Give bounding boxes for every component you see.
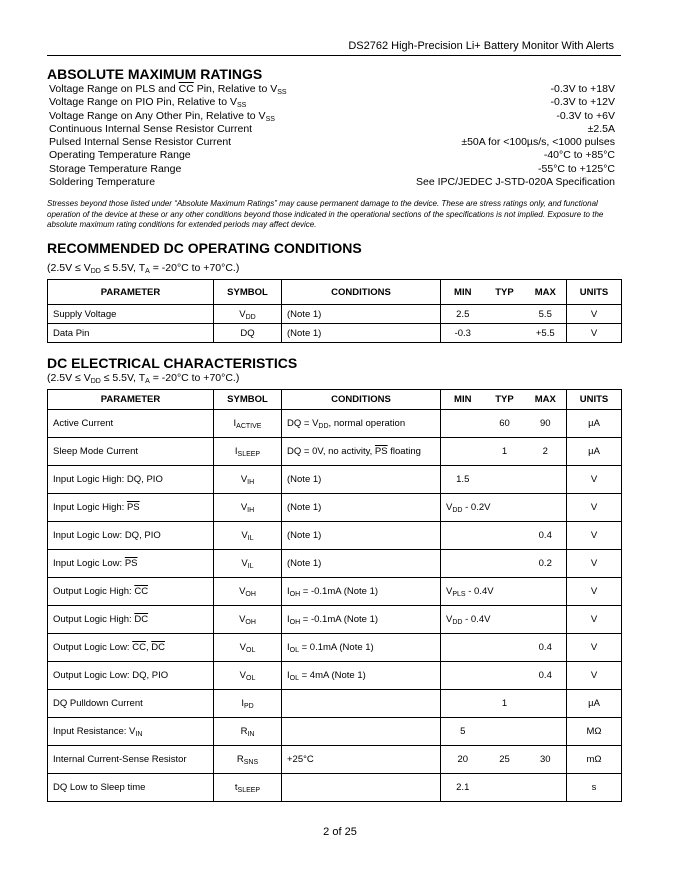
parameter-text: Input Logic High: (53, 502, 127, 513)
conditions-text: = 4mA (Note 1) (298, 670, 366, 681)
symbol-subscript: DD (245, 313, 256, 321)
amr-label-subscript: SS (236, 102, 247, 110)
cell-parameter (48, 606, 214, 634)
conditions-text: = -0.1mA (Note 1) (300, 614, 379, 625)
cell-units: V (567, 606, 622, 634)
symbol-main: I (234, 446, 238, 457)
min-text: - 0.4V (465, 586, 494, 597)
cell-conditions (282, 494, 441, 522)
symbol-subscript: IH (247, 507, 255, 514)
cell-min (441, 578, 494, 606)
cell-min (441, 690, 485, 718)
cell-min (441, 662, 485, 690)
rdc-conditions: ($2.5V \le V_{DD} \le 5.5V$, $T_A = -20^\circ C$ to +70°C.) (47, 262, 240, 275)
cell-symbol (214, 466, 282, 494)
amr-row (47, 96, 615, 109)
symbol-main: DQ (240, 327, 255, 339)
cell-max: 0.4 (525, 522, 567, 550)
col-header-typ: TYP (485, 390, 525, 410)
min-subscript: PLS (452, 591, 466, 598)
conditions-subscript: OL (289, 675, 299, 682)
amr-row (47, 110, 615, 123)
amr-label-text: Pulsed Internal Sense Resistor Current (49, 136, 232, 149)
cell-units: V (567, 324, 622, 343)
cell-symbol (214, 746, 282, 774)
col-header-units: UNITS (567, 280, 622, 305)
cell-typ (485, 634, 525, 662)
conditions-text: = 0.1mA (Note 1) (298, 642, 374, 653)
parameter-text: Internal Current-Sense Resistor (53, 754, 187, 765)
parameter-overbar: $\overline{DC}$ (151, 642, 165, 653)
symbol-main: V (240, 474, 248, 485)
cell-units: V (567, 522, 622, 550)
cell-units: V (567, 634, 622, 662)
conditions-text: I (287, 586, 290, 597)
amr-label-text: Voltage Range on PIO Pin, Relative to V (49, 96, 237, 109)
table-row (48, 305, 622, 324)
symbol-main: V (239, 614, 246, 625)
col-header-parameter: PARAMETER (48, 280, 214, 305)
amr-label-subscript: SS (277, 89, 287, 96)
parameter-overbar: $\overline{PS}$ (126, 502, 140, 513)
amr-label (47, 176, 155, 189)
col-header-min: MIN (441, 280, 485, 305)
cell-units: µA (567, 410, 622, 438)
conditions-subscript: OH (289, 591, 301, 598)
table-row (48, 550, 622, 578)
dce-conditions: ($2.5V \le V_{DD} \le 5.5V$, $T_A = -20^\circ C$ to +70°C.) (47, 372, 240, 385)
parameter-text: Input Logic Low: (53, 558, 125, 569)
amr-label-text: Soldering Temperature (49, 176, 156, 189)
amr-label (47, 110, 275, 123)
conditions-text: (Note 1) (287, 474, 322, 485)
conditions-text: (Note 1) (287, 530, 322, 541)
cell-min: 5 (441, 718, 485, 746)
parameter-text: Input Resistance: V (53, 726, 136, 737)
cell-symbol (214, 522, 282, 550)
parameter-text: Output Logic High: (53, 586, 135, 597)
symbol-main: V (241, 530, 248, 541)
conditions-text: , normal operation (328, 418, 406, 429)
min-subscript: DD (452, 619, 463, 626)
cell-parameter (48, 466, 214, 494)
symbol-main: t (234, 782, 238, 793)
table-row (48, 774, 622, 802)
cell-max: 0.4 (525, 662, 567, 690)
cell-typ (485, 522, 525, 550)
amr-label (47, 96, 246, 109)
amr-row (47, 176, 615, 189)
table-row (48, 606, 622, 634)
symbol-main: R (240, 726, 248, 737)
cell-conditions (282, 550, 441, 578)
table-row (48, 718, 622, 746)
cell-typ (485, 718, 525, 746)
symbol-main: I (241, 698, 244, 709)
amr-value: ±2.5A (587, 122, 615, 135)
cell-min: 20 (441, 746, 485, 774)
cell-conditions: (Note 1) (282, 305, 441, 324)
cell-units: V (567, 305, 622, 324)
conditions-text: (Note 1) (287, 502, 322, 513)
cell-symbol (214, 718, 282, 746)
page-number: 2 of 25 (323, 826, 357, 838)
cell-symbol (214, 606, 282, 634)
min-text: V (446, 614, 453, 625)
amr-label (47, 83, 287, 96)
cell-max: 30 (525, 746, 567, 774)
cell-parameter: Supply Voltage (48, 305, 214, 324)
cell-conditions (282, 634, 441, 662)
table-row (48, 410, 622, 438)
header-divider (47, 55, 621, 56)
cell-parameter (48, 522, 214, 550)
amr-label (47, 123, 252, 136)
table-row (48, 466, 622, 494)
amr-label-subscript: SS (265, 115, 275, 123)
symbol-main: V (239, 642, 246, 653)
amr-label-text: Pin, Relative to V (193, 83, 278, 95)
cell-min: 2.1 (441, 774, 485, 802)
col-header-units: UNITS (567, 390, 622, 410)
col-header-min: MIN (441, 390, 485, 410)
conditions-text: (Note 1) (287, 558, 322, 569)
cell-units: µA (567, 690, 622, 718)
cell-units: V (567, 662, 622, 690)
cell-min (441, 550, 485, 578)
parameter-text: DQ Pulldown Current (53, 698, 143, 709)
symbol-subscript: ACTIVE (236, 423, 262, 430)
cell-conditions: (Note 1) (282, 324, 441, 343)
cell-typ (485, 494, 525, 522)
cell-max (525, 606, 567, 634)
cell-min: 1.5 (441, 466, 485, 494)
table-row (48, 690, 622, 718)
amr-row (47, 163, 615, 176)
table-row (48, 634, 622, 662)
conditions-text: I (287, 642, 290, 653)
conditions-text: I (287, 614, 290, 625)
cell-typ (485, 305, 525, 324)
cell-typ (485, 466, 525, 494)
symbol-subscript: SLEEP (237, 451, 261, 458)
parameter-text: Sleep Mode Current (53, 446, 139, 457)
amr-section-title: ABSOLUTE MAXIMUM RATINGS (47, 66, 263, 82)
conditions-text: +25°C (287, 754, 314, 765)
conditions-subscript: DD (318, 423, 329, 430)
min-text: V (446, 586, 453, 597)
cell-parameter (48, 690, 214, 718)
table-row (48, 746, 622, 774)
amr-row (47, 136, 615, 149)
conditions-subscript: OL (289, 647, 299, 654)
cell-typ (485, 550, 525, 578)
cell-max: 90 (525, 410, 567, 438)
cell-conditions (282, 410, 441, 438)
cell-conditions (282, 578, 441, 606)
cell-typ (485, 662, 525, 690)
cell-typ: 60 (485, 410, 525, 438)
parameter-overbar: $\overline{DC}$ (134, 614, 149, 625)
symbol-main: V (239, 670, 246, 681)
cell-parameter (48, 494, 214, 522)
symbol-subscript: IL (247, 535, 254, 542)
conditions-text: DQ = 0V, no activity, (287, 446, 375, 457)
cell-conditions (282, 522, 441, 550)
cell-symbol (214, 634, 282, 662)
amr-row (47, 149, 615, 162)
amr-value: -55°C to +125°C (538, 162, 615, 175)
cell-units: s (567, 774, 622, 802)
cell-max: 5.5 (525, 305, 567, 324)
col-header-max: MAX (525, 280, 567, 305)
amr-label-text: Voltage Range on Any Other Pin, Relative to V (49, 109, 266, 122)
cell-max: 0.4 (525, 634, 567, 662)
amr-label (47, 149, 191, 162)
document-header-title: DS2762 High-Precision Li+ Battery Monitor With Alerts (348, 40, 614, 52)
amr-label (47, 136, 231, 149)
cell-max (525, 466, 567, 494)
col-header-parameter: PARAMETER (48, 390, 214, 410)
cell-min (441, 522, 485, 550)
cell-symbol (214, 578, 282, 606)
rdc-header-row (48, 280, 622, 305)
amr-value: See IPC/JEDEC J-STD-020A Specification (416, 176, 615, 189)
col-header-conditions: CONDITIONS (282, 390, 441, 410)
amr-label-text: Operating Temperature Range (49, 149, 191, 162)
cell-symbol (214, 324, 282, 343)
symbol-main: V (239, 586, 246, 597)
parameter-text: Output Logic High: (53, 614, 135, 625)
cell-symbol (214, 774, 282, 802)
cell-units: V (567, 466, 622, 494)
cell-min (441, 438, 485, 466)
cell-parameter (48, 438, 214, 466)
cell-max (525, 494, 567, 522)
cell-max (525, 690, 567, 718)
symbol-subscript: OL (246, 675, 256, 682)
parameter-text: Input Logic High: DQ, PIO (53, 474, 163, 485)
cell-min (441, 494, 491, 522)
symbol-subscript: IL (247, 563, 254, 570)
table-row (48, 494, 622, 522)
cell-parameter (48, 410, 214, 438)
amr-label-text: Continuous Internal Sense Resistor Current (49, 122, 253, 135)
amr-value: -0.3V to +18V (550, 83, 615, 95)
amr-row (47, 83, 615, 96)
cell-parameter (48, 746, 214, 774)
cell-units: V (567, 550, 622, 578)
col-header-symbol: SYMBOL (214, 390, 282, 410)
cell-symbol (214, 494, 282, 522)
cell-typ (485, 774, 525, 802)
symbol-subscript: SLEEP (237, 787, 261, 794)
cell-conditions (282, 438, 441, 466)
col-header-typ: TYP (485, 280, 525, 305)
min-text: V (446, 502, 453, 513)
amr-label-text: Voltage Range on PLS and (49, 83, 179, 95)
cell-units: µA (567, 438, 622, 466)
table-row (48, 578, 622, 606)
cell-conditions (282, 774, 441, 802)
parameter-text: , (145, 642, 152, 653)
cell-max: 2 (525, 438, 567, 466)
cell-parameter (48, 662, 214, 690)
cell-max: 0.2 (525, 550, 567, 578)
cell-symbol (214, 550, 282, 578)
cell-max (525, 578, 567, 606)
cell-max (525, 774, 567, 802)
cell-max: +5.5 (525, 324, 567, 343)
conditions-text: DQ = V (287, 418, 319, 429)
cell-parameter (48, 634, 214, 662)
cell-symbol (214, 662, 282, 690)
min-text: - 0.2V (462, 502, 491, 513)
parameter-text: Output Logic Low: DQ, PIO (53, 670, 169, 681)
parameter-overbar: $\overline{CC}$ (134, 586, 149, 597)
col-header-symbol: SYMBOL (214, 280, 282, 305)
cell-conditions (282, 662, 441, 690)
cell-max (525, 718, 567, 746)
cell-conditions (282, 606, 441, 634)
symbol-subscript: OH (245, 619, 256, 626)
parameter-text: Input Logic Low: DQ, PIO (53, 530, 161, 541)
parameter-overbar: $\overline{PS}$ (124, 558, 138, 569)
min-subscript: DD (452, 507, 463, 514)
table-row (48, 324, 622, 343)
cell-symbol (214, 438, 282, 466)
cell-conditions (282, 718, 441, 746)
amr-label-text: Storage Temperature Range (49, 162, 182, 175)
symbol-main: I (233, 418, 237, 429)
cell-parameter (48, 578, 214, 606)
conditions-text: I (287, 670, 290, 681)
cell-parameter (48, 774, 214, 802)
amr-list (47, 83, 615, 189)
parameter-text: DQ Low to Sleep time (53, 782, 146, 793)
dce-table (47, 389, 622, 802)
cell-conditions (282, 746, 441, 774)
cell-conditions (282, 690, 441, 718)
symbol-subscript: SNS (243, 759, 259, 766)
cell-typ: 1 (485, 438, 525, 466)
conditions-text: = -0.1mA (Note 1) (300, 586, 379, 597)
conditions-subscript: OH (289, 619, 301, 626)
table-row (48, 438, 622, 466)
cell-parameter (48, 718, 214, 746)
table-row (48, 522, 622, 550)
cell-min (441, 606, 491, 634)
cell-parameter: Data Pin (48, 324, 214, 343)
min-text: - 0.4V (462, 614, 491, 625)
cell-typ (485, 324, 525, 343)
dce-section-title: DC ELECTRICAL CHARACTERISTICS (47, 355, 298, 371)
amr-label (47, 163, 181, 176)
col-header-conditions: CONDITIONS (282, 280, 441, 305)
cell-symbol (214, 690, 282, 718)
dce-header-row (48, 390, 622, 410)
cell-symbol (214, 305, 282, 324)
conditions-text: floating (387, 446, 421, 457)
cell-min (441, 634, 485, 662)
cell-units: MΩ (567, 718, 622, 746)
parameter-text: Active Current (53, 418, 114, 429)
cell-units: mΩ (567, 746, 622, 774)
cell-min (441, 410, 485, 438)
cell-units: V (567, 494, 622, 522)
amr-stress-note: Stresses beyond those listed under “Absolute Maximum Ratings” may cause permanent damage to the device. These are stress ratings only, and functional operation of the device at these or any other conditions beyond those indicated in the operational sections of the specifications is not implied. Exposure to the absolute maximum rating conditions for extended periods may affect device. (47, 199, 604, 230)
cell-min: 2.5 (441, 305, 485, 324)
symbol-subscript: OH (245, 591, 256, 598)
amr-label-overbar: $\overline{CC}$ (178, 83, 194, 95)
amr-value: -0.3V to +12V (550, 96, 615, 109)
symbol-main: V (240, 502, 248, 513)
symbol-subscript: IH (247, 479, 255, 486)
cell-parameter (48, 550, 214, 578)
amr-value: -0.3V to +6V (556, 109, 615, 122)
amr-value: -40°C to +85°C (543, 149, 615, 162)
cell-typ: 1 (485, 690, 525, 718)
cell-typ (485, 606, 525, 634)
symbol-subscript: PD (243, 703, 254, 710)
col-header-max: MAX (525, 390, 567, 410)
symbol-main: R (236, 754, 244, 765)
symbol-subscript: OL (246, 647, 256, 654)
symbol-main: V (241, 558, 248, 569)
table-row (48, 662, 622, 690)
cell-typ: 25 (485, 746, 525, 774)
parameter-text: Output Logic Low: (53, 642, 133, 653)
parameter-subscript: IN (135, 731, 143, 738)
symbol-subscript: IN (247, 731, 255, 738)
cell-units: V (567, 578, 622, 606)
cell-min: -0.3 (441, 324, 485, 343)
cell-conditions (282, 466, 441, 494)
symbol-main: V (239, 308, 246, 320)
rdc-section-title: RECOMMENDED DC OPERATING CONDITIONS (47, 240, 362, 256)
conditions-overbar: $\overline{PS}$ (374, 446, 388, 457)
amr-row (47, 123, 615, 136)
amr-value: ±50A for <100µs/s, <1000 pulses (461, 136, 615, 149)
rdc-table (47, 279, 622, 343)
cell-symbol (214, 410, 282, 438)
parameter-overbar: $\overline{CC}$ (132, 642, 146, 653)
